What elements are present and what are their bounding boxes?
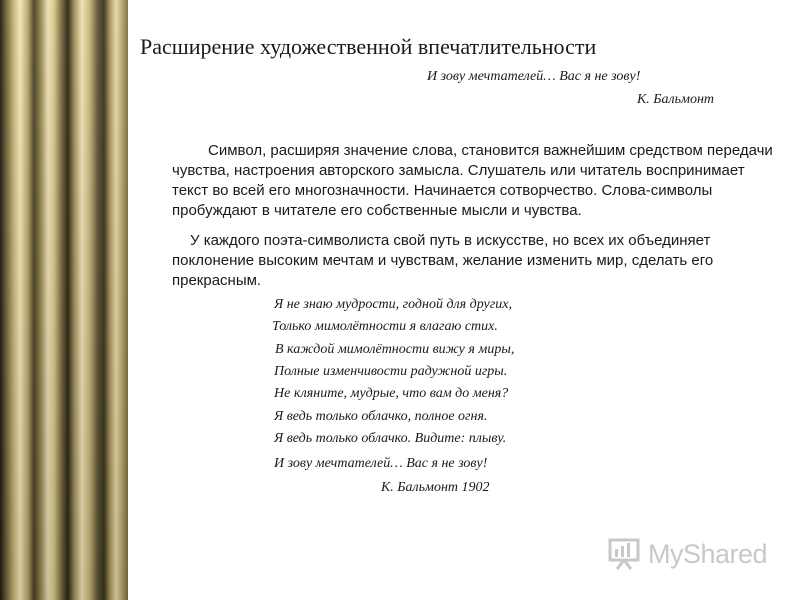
curtain-decoration <box>0 0 128 600</box>
poem-signature: К. Бальмонт 1902 <box>381 480 490 495</box>
paragraph-symbol: Символ, расширяя значение слова, становится важнейшим средством передачи чувства, настроения авторского замысла. Слушатель или читатель воспринимает текст во всей его многозначности. Начинается сотворчество. Слова-символы пробуждают в читателе его собственные мысли и чувства. <box>172 142 773 219</box>
presentation-board-icon <box>606 537 642 571</box>
watermark-logo <box>606 537 767 571</box>
watermark-text: MyShared <box>648 538 768 569</box>
poem-line: Я не знаю мудрости, годной для других, <box>274 297 512 312</box>
poem-line: Полные изменчивости радужной игры. <box>274 364 508 379</box>
paragraph-symbolists: У каждого поэта-символиста свой путь в искусстве, но всех их объединяет поклонение высоким мечтам и чувствам, желание изменить мир, сделать его прекрасным. <box>172 232 714 289</box>
poem-line: Только мимолётности я влагаю стих. <box>272 319 498 334</box>
epigraph-author: К. Бальмонт <box>637 92 715 107</box>
poem-line: И зову мечтателей… Вас я не зову! <box>274 456 488 471</box>
slide-title: Расширение художественной впечатлительности <box>140 34 597 59</box>
poem-line: В каждой мимолётности вижу я миры, <box>275 342 515 357</box>
epigraph-line: И зову мечтателей… Вас я не зову! <box>427 69 641 84</box>
poem-line: Не кляните, мудрые, что вам до меня? <box>274 386 509 401</box>
poem-line: Я ведь только облачко. Видите: плыву. <box>274 431 507 446</box>
poem-line: Я ведь только облачко, полное огня. <box>274 409 488 424</box>
